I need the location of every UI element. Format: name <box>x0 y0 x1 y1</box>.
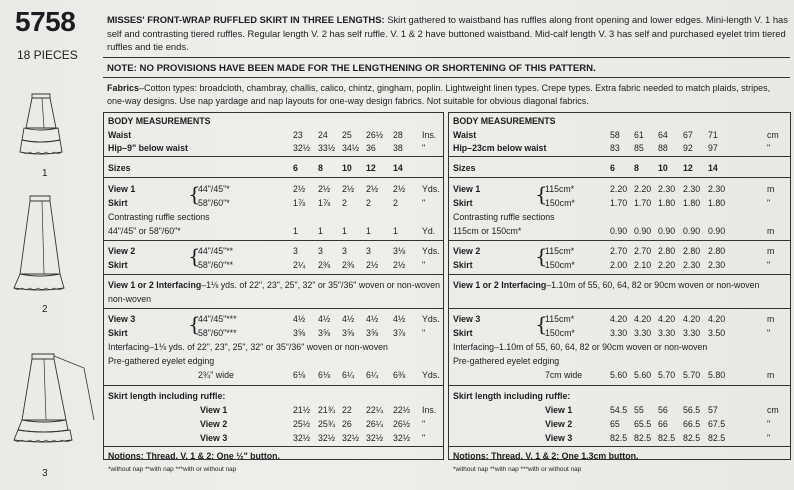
interfacing-1-2-text: –1⅛ yds. of 22", 23", 25", 32" or 35"/36" woven or non-woven <box>201 280 441 290</box>
fabric-width: 150cm* <box>545 260 575 270</box>
length-view-2-cell: 65.5 <box>634 419 652 429</box>
contrast-yardage-cell: 1 <box>342 226 347 236</box>
view-3-label: View 3 <box>108 314 136 324</box>
view-2-label: 2 <box>42 304 48 315</box>
fabrics-label: Fabrics <box>107 83 140 93</box>
hip-values-cell: 83 <box>610 143 620 153</box>
length-view-1-cell: 22½ <box>393 405 411 415</box>
view-1-yardage-cell: 1.80 <box>683 198 701 208</box>
contrast-yardage-cell: 0.90 <box>634 226 652 236</box>
size-values-cell: 10 <box>658 163 668 173</box>
view-1-yardage-cell: 2½ <box>293 184 306 194</box>
size-values-cell: 8 <box>634 163 639 173</box>
divider <box>449 240 790 241</box>
hip-values-cell: 33½ <box>318 143 336 153</box>
brace: { <box>188 244 201 268</box>
length-view-1-cell: 22¼ <box>366 405 384 415</box>
waist-values-cell: 25 <box>342 130 352 140</box>
notions-text: Notions: Thread. V. 1 & 2: One 1.3cm button. <box>453 451 639 461</box>
view-1-yardage-cell: 2½ <box>393 184 406 194</box>
contrast-fabric: 115cm or 150cm* <box>453 226 522 236</box>
view-2-yardage-cell: 2.70 <box>634 246 652 256</box>
view-2-yardage-cell: 2.80 <box>683 246 701 256</box>
length-view-1-cell: 56 <box>658 405 668 415</box>
eyelet-yardage-cell: 5.60 <box>634 370 652 380</box>
view-1-yardage-cell: 2½ <box>366 184 379 194</box>
fabric-width: 150cm* <box>545 328 575 338</box>
view-3-yardage-cell: 3⅝ <box>293 328 306 338</box>
view-3-yardage-cell: 3.30 <box>683 328 701 338</box>
fabric-width: 150cm* <box>545 198 575 208</box>
unit-label: " <box>422 198 426 208</box>
eyelet-width: 7cm wide <box>545 370 583 380</box>
unit-label: " <box>767 328 771 338</box>
nap-footnote: *without nap **with nap ***with or without nap <box>108 466 237 473</box>
interfacing-1-2-wrap: non-woven <box>108 294 152 304</box>
view-2-yardage-cell: 3 <box>318 246 323 256</box>
view-3-yardage-cell: 4.20 <box>634 314 652 324</box>
hip-values-cell: 34½ <box>342 143 360 153</box>
length-view-1-cell: 22 <box>342 405 352 415</box>
waist-values-cell: 26½ <box>366 130 384 140</box>
fabrics-description: –Cotton types: broadcloth, chambray, challis, calico, chintz, gingham, poplin. Lightweight linen types. Crepe types. Extra fabric needed to match plaids, stripes, one-way designs. Use nap yardage and nap layouts for one-way design fabrics. Not suitable for obvious diagonal fabrics. <box>107 83 771 106</box>
length-view-2-cell: 66 <box>658 419 668 429</box>
divider <box>104 308 443 309</box>
view-3-yardage-cell: 3⅝ <box>342 328 355 338</box>
length-view-1-cell: 55 <box>634 405 644 415</box>
waist-values-cell: 61 <box>634 130 644 140</box>
contrast-yardage-cell: 1 <box>293 226 298 236</box>
view-2-yardage-cell: 2.80 <box>708 246 726 256</box>
view-2-yardage-cell: 2½ <box>366 260 379 270</box>
unit-label: Yds. <box>422 184 440 194</box>
hip-values-cell: 38 <box>393 143 403 153</box>
skirt-label: Skirt <box>453 328 473 338</box>
length-view-3-cell: 32½ <box>393 433 411 443</box>
unit-label: Yds. <box>422 370 440 380</box>
skirt-length-label: Skirt length including ruffle: <box>453 391 571 401</box>
unit-label: Yd. <box>422 226 436 236</box>
view-1-yardage-cell: 1.80 <box>658 198 676 208</box>
contrast-yardage-cell: 1 <box>393 226 398 236</box>
waist-values-cell: 23 <box>293 130 303 140</box>
length-view-1-cell: 21½ <box>293 405 311 415</box>
view-3-yardage-cell: 4.20 <box>708 314 726 324</box>
size-values-cell: 8 <box>318 163 323 173</box>
fabric-width: 44"/45"* <box>198 184 230 194</box>
length-view-3-label: View 3 <box>545 433 573 443</box>
view-2-yardage-cell: 2⅜ <box>342 260 355 270</box>
eyelet-yardage-cell: 6⅜ <box>393 370 406 380</box>
hip-values-cell: 97 <box>708 143 718 153</box>
unit-label: cm <box>767 405 779 415</box>
view-2-yardage-cell: 3 <box>342 246 347 256</box>
view-1-label: View 1 <box>108 184 136 194</box>
unit-label: m <box>767 246 775 256</box>
waist-values-cell: 71 <box>708 130 718 140</box>
eyelet-yardage-cell: 5.80 <box>708 370 726 380</box>
view-1-yardage-cell: 2 <box>342 198 347 208</box>
divider <box>449 385 790 386</box>
view-1-illustration <box>10 88 70 170</box>
divider <box>449 156 790 157</box>
unit-label: " <box>422 433 426 443</box>
hip-values-cell: 88 <box>658 143 668 153</box>
skirt-length-label: Skirt length including ruffle: <box>108 391 226 401</box>
waist-label: Waist <box>108 130 132 140</box>
waist-label: Waist <box>453 130 477 140</box>
skirt-label: Skirt <box>453 260 473 270</box>
contrast-yardage-cell: 0.90 <box>658 226 676 236</box>
size-values-cell: 12 <box>366 163 376 173</box>
view-2-yardage-cell: 2.10 <box>634 260 652 270</box>
length-view-2-cell: 26 <box>342 419 352 429</box>
view-2-yardage-cell: 3 <box>366 246 371 256</box>
waist-values-cell: 58 <box>610 130 620 140</box>
sizes-label: Sizes <box>453 163 476 173</box>
skirt-label: Skirt <box>108 198 128 208</box>
eyelet-yardage-cell: 6¼ <box>366 370 379 380</box>
length-view-3-cell: 82.5 <box>708 433 726 443</box>
size-values-cell: 14 <box>708 163 718 173</box>
view-2-yardage-cell: 2.70 <box>610 246 628 256</box>
unit-label: " <box>767 419 771 429</box>
eyelet-width: 2¾" wide <box>198 370 234 380</box>
hip-values-cell: 92 <box>683 143 693 153</box>
view-3-yardage-cell: 3⅝ <box>318 328 331 338</box>
contrast-yardage-cell: 1 <box>318 226 323 236</box>
length-view-2-cell: 26½ <box>393 419 411 429</box>
unit-label: " <box>422 328 426 338</box>
view-1-yardage-cell: 2.30 <box>683 184 701 194</box>
length-view-3-cell: 32½ <box>318 433 336 443</box>
view-3-yardage-cell: 4½ <box>293 314 306 324</box>
brace: { <box>535 244 548 268</box>
view-2-label: View 2 <box>108 246 136 256</box>
length-view-3-cell: 32½ <box>293 433 311 443</box>
body-measurements-heading: BODY MEASUREMENTS <box>108 116 211 126</box>
brace: { <box>535 312 548 336</box>
contrast-label: Contrasting ruffle sections <box>453 212 555 222</box>
interfacing-1-2-text: –1.10m of 55, 60, 64, 82 or 90cm woven or non-woven <box>546 280 760 290</box>
divider <box>104 177 443 178</box>
length-view-2-cell: 26¼ <box>366 419 384 429</box>
length-view-3-label: View 3 <box>200 433 228 443</box>
view-2-label: View 2 <box>453 246 481 256</box>
unit-label: m <box>767 370 775 380</box>
length-view-1-label: View 1 <box>200 405 228 415</box>
left-column <box>0 0 100 490</box>
view-3-yardage-cell: 4½ <box>366 314 379 324</box>
pattern-description <box>107 13 790 54</box>
view-1-yardage-cell: 1.80 <box>708 198 726 208</box>
skirt-label: Skirt <box>108 328 128 338</box>
length-view-1-cell: 57 <box>708 405 718 415</box>
eyelet-yardage-cell: 5.70 <box>683 370 701 380</box>
view-1-yardage-cell: 2½ <box>318 184 331 194</box>
length-view-2-cell: 25½ <box>293 419 311 429</box>
fabric-width: 115cm* <box>545 314 575 324</box>
view-3-yardage-cell: 3⅞ <box>393 328 406 338</box>
divider <box>449 274 790 275</box>
length-note: NOTE: NO PROVISIONS HAVE BEEN MADE FOR THE LENGTHENING OR SHORTENING OF THIS PATTERN. <box>107 63 596 74</box>
length-view-3-cell: 82.5 <box>610 433 628 443</box>
length-view-2-cell: 25¾ <box>318 419 336 429</box>
view-1-yardage-cell: 1.70 <box>634 198 652 208</box>
divider <box>104 240 443 241</box>
contrast-yardage-cell: 1 <box>366 226 371 236</box>
length-view-1-cell: 56.5 <box>683 405 701 415</box>
view-3-yardage-cell: 4½ <box>318 314 331 324</box>
divider <box>104 385 443 386</box>
view-2-yardage-cell: 3 <box>293 246 298 256</box>
contrast-label: Contrasting ruffle sections <box>108 212 210 222</box>
divider <box>103 57 790 58</box>
eyelet-yardage-cell: 6⅛ <box>293 370 306 380</box>
contrast-yardage-cell: 0.90 <box>610 226 628 236</box>
view-2-yardage-cell: 2.30 <box>683 260 701 270</box>
view-1-yardage-cell: 2.30 <box>658 184 676 194</box>
fabric-width: 115cm* <box>545 246 575 256</box>
view-3-yardage-cell: 4.20 <box>610 314 628 324</box>
unit-label: Yds. <box>422 246 440 256</box>
view-1-label: 1 <box>42 168 48 179</box>
view-1-yardage-cell: 2.30 <box>708 184 726 194</box>
size-values-cell: 10 <box>342 163 352 173</box>
divider <box>449 446 790 447</box>
fabric-width: 115cm* <box>545 184 575 194</box>
unit-label: " <box>422 143 426 153</box>
size-values-cell: 12 <box>683 163 693 173</box>
divider <box>103 77 790 78</box>
length-view-2-cell: 67.5 <box>708 419 726 429</box>
size-values-cell: 6 <box>293 163 298 173</box>
view-3-illustration <box>4 350 100 450</box>
hip-values-cell: 36 <box>366 143 376 153</box>
view-2-yardage-cell: 2.80 <box>658 246 676 256</box>
length-view-3-cell: 82.5 <box>658 433 676 443</box>
eyelet-yardage-cell: 5.70 <box>658 370 676 380</box>
view-1-yardage-cell: 1.70 <box>610 198 628 208</box>
interfacing-3: Interfacing–1⅛ yds. of 22", 23", 25", 32" or 35"/36" woven or non-woven <box>108 342 388 352</box>
view-3-yardage-cell: 3.30 <box>634 328 652 338</box>
length-view-3-cell: 32½ <box>342 433 360 443</box>
view-3-label: View 3 <box>453 314 481 324</box>
brace: { <box>535 182 548 206</box>
unit-label: " <box>767 198 771 208</box>
hip-label: Hip–9" below waist <box>108 143 188 153</box>
piece-count: 18 PIECES <box>17 48 78 62</box>
interfacing-1-2-label: View 1 or 2 Interfacing <box>108 280 202 290</box>
view-2-yardage-cell: 2⅜ <box>318 260 331 270</box>
eyelet-label: Pre-gathered eyelet edging <box>453 356 560 366</box>
view-2-illustration <box>8 192 72 300</box>
size-values-cell: 14 <box>393 163 403 173</box>
brace: { <box>188 182 201 206</box>
view-1-yardage-cell: 2½ <box>342 184 355 194</box>
view-3-yardage-cell: 3.50 <box>708 328 726 338</box>
view-3-yardage-cell: 3⅝ <box>366 328 379 338</box>
skirt-label: Skirt <box>453 198 473 208</box>
length-view-3-cell: 82.5 <box>634 433 652 443</box>
length-view-1-label: View 1 <box>545 405 573 415</box>
metric-yardage-table <box>448 112 791 460</box>
fabric-width: 44"/45"*** <box>198 314 237 324</box>
interfacing-1-2 <box>108 280 440 290</box>
fabric-width: 58"/60"*** <box>198 328 237 338</box>
view-3-yardage-cell: 4½ <box>342 314 355 324</box>
contrast-fabric: 44"/45" or 58"/60"* <box>108 226 181 236</box>
view-3-yardage-cell: 3.30 <box>610 328 628 338</box>
contrast-yardage-cell: 0.90 <box>683 226 701 236</box>
length-view-2-label: View 2 <box>200 419 228 429</box>
fabrics-text <box>107 82 790 108</box>
view-1-yardage-cell: 2.20 <box>634 184 652 194</box>
view-3-yardage-cell: 4.20 <box>658 314 676 324</box>
view-1-yardage-cell: 2 <box>393 198 398 208</box>
divider <box>449 308 790 309</box>
hip-values-cell: 32½ <box>293 143 311 153</box>
unit-label: " <box>767 260 771 270</box>
length-view-3-cell: 32½ <box>366 433 384 443</box>
interfacing-1-2 <box>453 280 759 290</box>
eyelet-label: Pre-gathered eyelet edging <box>108 356 215 366</box>
imperial-yardage-table <box>103 112 444 460</box>
interfacing-1-2-label: View 1 or 2 Interfacing <box>453 280 547 290</box>
view-3-yardage-cell: 4.20 <box>683 314 701 324</box>
view-1-yardage-cell: 2.20 <box>610 184 628 194</box>
size-values-cell: 6 <box>610 163 615 173</box>
hip-values-cell: 85 <box>634 143 644 153</box>
description-title: MISSES' FRONT-WRAP RUFFLED SKIRT IN THREE LENGTHS: <box>107 14 385 25</box>
view-3-label: 3 <box>42 468 48 479</box>
length-view-2-cell: 66.5 <box>683 419 701 429</box>
unit-label: Ins. <box>422 130 437 140</box>
view-2-yardage-cell: 2½ <box>393 260 406 270</box>
nap-footnote: *without nap **with nap ***with or without nap <box>453 466 582 473</box>
unit-label: m <box>767 184 775 194</box>
eyelet-yardage-cell: 6⅛ <box>318 370 331 380</box>
body-measurements-heading: BODY MEASUREMENTS <box>453 116 556 126</box>
fabric-width: 44"/45"** <box>198 246 234 256</box>
waist-values-cell: 28 <box>393 130 403 140</box>
unit-label: " <box>422 260 426 270</box>
divider <box>104 446 443 447</box>
length-view-1-cell: 21¾ <box>318 405 336 415</box>
eyelet-yardage-cell: 5.60 <box>610 370 628 380</box>
view-2-yardage-cell: 2.20 <box>658 260 676 270</box>
skirt-label: Skirt <box>108 260 128 270</box>
interfacing-3: Interfacing–1.10m of 55, 60, 64, 82 or 90cm woven or non-woven <box>453 342 708 352</box>
waist-values-cell: 24 <box>318 130 328 140</box>
divider <box>449 177 790 178</box>
fabric-width: 58"/60"** <box>198 260 234 270</box>
hip-label: Hip–23cm below waist <box>453 143 547 153</box>
view-3-yardage-cell: 4½ <box>393 314 406 324</box>
view-1-label: View 1 <box>453 184 481 194</box>
view-1-yardage-cell: 2 <box>366 198 371 208</box>
length-view-2-cell: 65 <box>610 419 620 429</box>
unit-label: Ins. <box>422 405 437 415</box>
pattern-number: 5758 <box>15 6 76 37</box>
unit-label: " <box>767 143 771 153</box>
view-2-yardage-cell: 3⅛ <box>393 246 406 256</box>
waist-values-cell: 64 <box>658 130 668 140</box>
length-view-1-cell: 54.5 <box>610 405 628 415</box>
description-text: Skirt gathered to waistband has ruffles along front opening and lower edges. Mini-length V. 1 has self and contrasting tiered ruffles. Regular length V. 2 has self ruffle. V. 1 & 2 have buttoned waistband. Mid-calf length V. 3 has self and purchased eyelet trim tiered ruffles and tie ends. <box>107 14 788 53</box>
unit-label: " <box>767 433 771 443</box>
waist-values-cell: 67 <box>683 130 693 140</box>
sizes-label: Sizes <box>108 163 131 173</box>
view-2-yardage-cell: 2.00 <box>610 260 628 270</box>
brace: { <box>188 312 201 336</box>
view-1-yardage-cell: 1⅞ <box>318 198 331 208</box>
view-2-yardage-cell: 2¼ <box>293 260 306 270</box>
unit-label: m <box>767 314 775 324</box>
notions-text: Notions: Thread. V. 1 & 2: One ½" button. <box>108 451 280 461</box>
unit-label: Yds. <box>422 314 440 324</box>
view-2-yardage-cell: 2.30 <box>708 260 726 270</box>
contrast-yardage-cell: 0.90 <box>708 226 726 236</box>
divider <box>104 274 443 275</box>
divider <box>104 156 443 157</box>
fabric-width: 58"/60"* <box>198 198 230 208</box>
view-1-yardage-cell: 1⅞ <box>293 198 306 208</box>
eyelet-yardage-cell: 6¼ <box>342 370 355 380</box>
unit-label: " <box>422 419 426 429</box>
view-3-yardage-cell: 3.30 <box>658 328 676 338</box>
unit-label: m <box>767 226 775 236</box>
length-view-2-label: View 2 <box>545 419 573 429</box>
length-view-3-cell: 82.5 <box>683 433 701 443</box>
unit-label: cm <box>767 130 779 140</box>
